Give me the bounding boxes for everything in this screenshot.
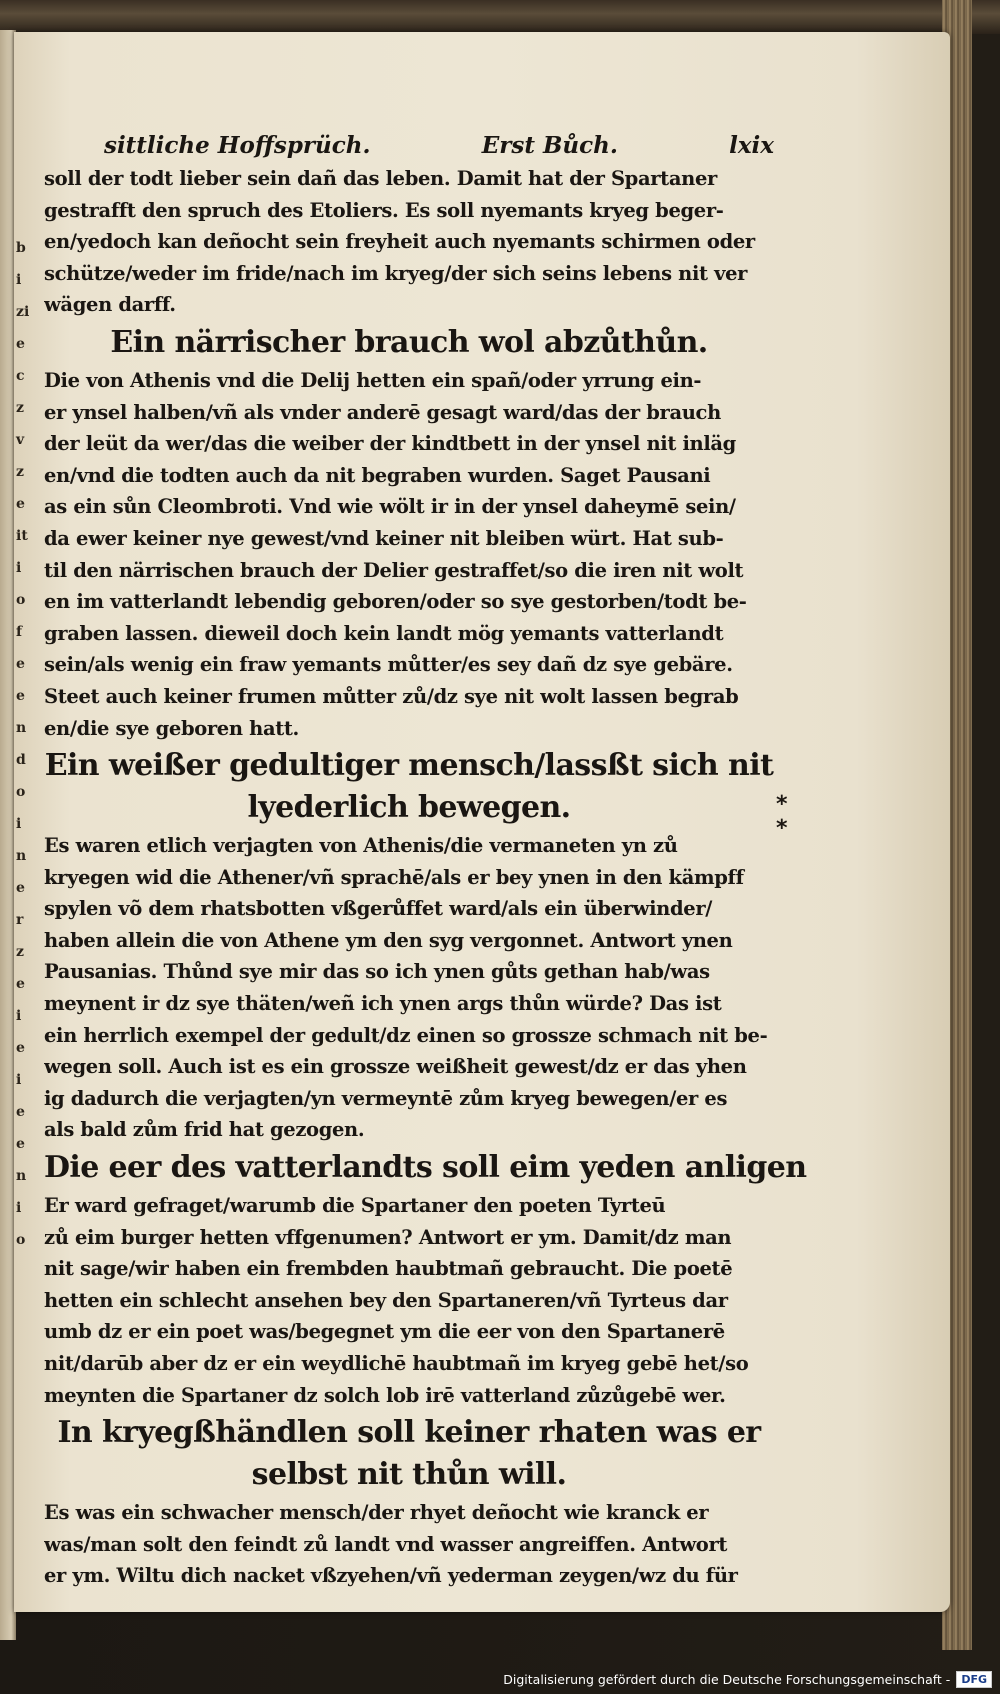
margin-fragment: ec [16,336,25,384]
book-cover-top-edge [0,0,1000,34]
text-line: als bald zům frid hat gezogen. [44,1118,365,1142]
text-line: wegen soll. Auch ist es ein grossze weißheit gewest/dz er das yhen [44,1055,747,1079]
section-heading: lyederlich bewegen. [247,790,571,826]
text-block [44,132,807,1592]
text-line: schütze/weder im fride/nach im kryeg/der sich seins lebens nit ver [44,261,748,285]
margin-fragment: ze [16,944,25,992]
text-line: der leüt da wer/das die weiber der kindtbett in der ynsel nit inläg [44,432,736,456]
margin-fragment: fe [16,624,25,672]
text-line: sein/als wenig ein fraw yemants můtter/es sey dañ dz sye gebäre. [44,653,733,677]
text-line: til den närrischen brauch der Delier gestraffet/so die iren nit wolt [44,558,744,582]
margin-fragment: do [16,752,26,800]
margin-fragment: en [16,688,27,736]
text-line: Die von Athenis vnd die Delij hetten ein spañ/oder yrrung ein- [44,368,702,392]
margin-fragment: v [16,432,25,448]
section-heading: selbst nit thůn will. [251,1457,567,1493]
folio-number: lxix [729,132,774,159]
text-line: nit sage/wir haben ein frembden haubtmañ gebraucht. Die poetē [44,1257,733,1281]
running-head-left: sittliche Hoffsprüch. [104,132,371,159]
text-line: Es waren etlich verjagten von Athenis/die vermaneten yn zů [44,834,678,858]
text-line: en/vnd die todten auch da nit begraben wurden. Saget Pausani [44,463,711,487]
margin-fragment: i [16,816,22,832]
text-line: was/man solt den feindt zů landt vnd wasser angreiffen. Antwort [44,1532,728,1556]
text-line: Steet auch keiner frumen můtter zů/dz sye nit wolt lassen begrab [44,684,739,708]
text-line: haben allein die von Athene ym den syg vergonnet. Antwort ynen [44,928,733,952]
margin-fragment: zi [16,304,30,320]
text-line: Er ward gefraget/warumb die Spartaner den poeten Tyrteū [44,1194,666,1218]
text-line: graben lassen. dieweil doch kein landt mög yemants vatterlandt [44,621,724,645]
margin-fragment: io [16,560,26,608]
text-line: da ewer keiner nye gewest/vnd keiner nit bleiben würt. Hat sub- [44,526,724,550]
text-line: en/die sye geboren hatt. [44,716,299,740]
section-heading: In kryegßhändlen soll keiner rhaten was er [57,1415,761,1451]
marginal-asterisk: * [776,816,788,841]
text-line: Es was ein schwacher mensch/der rhyet deñocht wie kranck er [44,1501,709,1525]
text-line: ig dadurch die verjagten/yn vermeyntē zům kryeg bewegen/er es [44,1086,728,1110]
text-line: er ym. Wiltu dich nacket vßzyehen/vñ yederman zeygen/wz du für [44,1564,738,1588]
margin-fragment: z [16,400,24,416]
body-text [44,163,807,1592]
section-heading: Ein närrischer brauch wol abzůthůn. [110,324,708,360]
section-heading: Die eer des vatterlandts soll eim yeden anligen [44,1150,807,1186]
margin-fragment: en [16,1136,27,1184]
section-heading: Ein weißer gedultiger mensch/lassßt sich nit [44,748,774,784]
text-line: meynent ir dz sye thäten/weñ ich ynen args thůn würde? Das ist [44,992,722,1016]
text-line: kryegen wid die Athener/vñ sprachē/als er bey ynen in den kämpff [44,865,744,889]
margin-fragment: bi [16,240,26,288]
text-line: er ynsel halben/vñ als vnder anderē gesagt ward/das der brauch [44,400,721,424]
margin-fragment: er [16,880,25,928]
left-margin-fragments [16,232,30,1256]
text-line: spylen võ dem rhatsbotten vßgerůffet ward/als ein überwinder/ [44,897,713,921]
dfg-logo: DFG [956,1671,992,1688]
running-head-center: Erst Bůch. [481,132,618,159]
text-line: meynten die Spartaner dz solch lob irē vatterland zůzůgebē wer. [44,1383,726,1407]
footer-credit-text: Digitalisierung gefördert durch die Deutsche Forschungsgemeinschaft - [503,1671,951,1687]
margin-fragment: n [16,848,27,864]
book-page [14,32,950,1612]
margin-fragment: ze [16,464,25,512]
text-line: en im vatterlandt lebendig geboren/oder so sye gestorben/todt be- [44,590,747,614]
margin-fragment: ie [16,1072,25,1120]
text-line: zů eim burger hetten vffgenumen? Antwort er ym. Damit/dz man [44,1225,732,1249]
text-line: gestrafft den spruch des Etoliers. Es soll nyemants kryeg beger- [44,198,724,222]
text-line: wägen darff. [44,293,176,317]
margin-fragment: it [16,528,28,544]
text-line: nit/darūb aber dz er ein weydlichē haubtmañ im kryeg gebē het/so [44,1352,749,1375]
running-head [44,132,774,159]
text-line: ein herrlich exempel der gedult/dz einen so grossze schmach nit be- [44,1023,768,1047]
text-line: Pausanias. Thůnd sye mir das so ich ynen gůts gethan hab/was [44,960,710,984]
margin-fragment: ie [16,1008,25,1056]
text-line: hetten ein schlecht ansehen bey den Spartaneren/vñ Tyrteus dar [44,1288,728,1312]
text-line: soll der todt lieber sein dañ das leben. Damit hat der Spartaner [44,167,717,190]
margin-fragment: io [16,1200,26,1248]
text-line: en/yedoch kan deñocht sein freyheit auch nyemants schirmen oder [44,230,755,254]
text-line: umb dz er ein poet was/begegnet ym die eer von den Spartanerē [44,1320,725,1344]
marginal-asterisk: * [776,792,788,817]
footer-credit [503,1668,992,1690]
text-line: as ein sůn Cleombroti. Vnd wie wölt ir in der ynsel daheymē sein/ [44,495,736,519]
